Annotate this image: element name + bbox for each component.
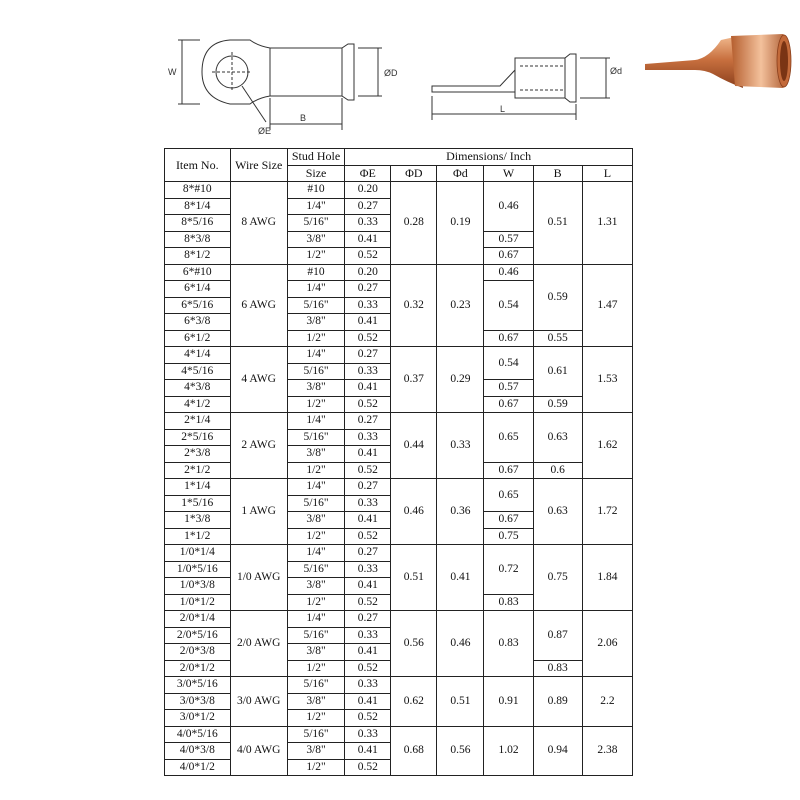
dim-e-cell: 0.27 (345, 611, 391, 628)
table-row (165, 611, 633, 628)
dim-b-cell: 0.63 (533, 479, 582, 545)
dim-b-cell: 0.51 (533, 182, 582, 265)
dim-e-cell: 0.27 (345, 413, 391, 430)
item-no-cell: 4/0*3/8 (165, 743, 231, 760)
dim-w-cell: 0.65 (484, 413, 533, 463)
dim-e-cell: 0.33 (345, 627, 391, 644)
dim-b-cell: 0.55 (533, 330, 582, 347)
dim-d-cell: 0.36 (437, 479, 484, 545)
lug-spec-table (164, 148, 633, 776)
item-no-cell: 1/0*1/2 (165, 594, 231, 611)
stud-size-cell: 5/16" (287, 677, 344, 694)
item-no-cell: 2/0*3/8 (165, 644, 231, 661)
stud-size-cell: 3/8" (287, 512, 344, 529)
dim-l-cell: 2.06 (582, 611, 632, 677)
stud-size-cell: 5/16" (287, 495, 344, 512)
stud-size-cell: 1/2" (287, 528, 344, 545)
dim-b-cell: 0.83 (533, 660, 582, 677)
stud-size-cell: 1/2" (287, 660, 344, 677)
dim-e-cell: 0.52 (345, 330, 391, 347)
dim-e-cell: 0.52 (345, 660, 391, 677)
dim-w-cell: 0.57 (484, 380, 533, 397)
dim-b-cell: 0.75 (533, 545, 582, 611)
dim-D-cell: 0.51 (391, 545, 437, 611)
stud-size-cell: 3/8" (287, 231, 344, 248)
dim-e-cell: 0.27 (345, 479, 391, 496)
dim-d-cell: 0.56 (437, 726, 484, 776)
wire-size-cell: 8 AWG (230, 182, 287, 265)
dim-label-e: ØE (258, 126, 272, 136)
dim-e-cell: 0.41 (345, 578, 391, 595)
dim-b-cell: 0.59 (533, 264, 582, 330)
dim-l-cell: 1.84 (582, 545, 632, 611)
dim-e-cell: 0.52 (345, 710, 391, 727)
item-no-cell: 2*1/4 (165, 413, 231, 430)
stud-size-cell: 1/4" (287, 281, 344, 298)
dim-e-cell: 0.41 (345, 380, 391, 397)
dim-e-cell: 0.52 (345, 396, 391, 413)
item-no-cell: 1*5/16 (165, 495, 231, 512)
dim-e-cell: 0.52 (345, 759, 391, 776)
dim-e-cell: 0.27 (345, 281, 391, 298)
header-item-no: Item No. (165, 149, 231, 182)
dim-d-cell: 0.23 (437, 264, 484, 347)
stud-size-cell: 3/8" (287, 380, 344, 397)
dim-w-cell: 0.91 (484, 677, 533, 727)
dim-label-w: W (168, 67, 177, 77)
dim-l-cell: 2.38 (582, 726, 632, 776)
lug-technical-drawing (160, 20, 630, 140)
item-no-cell: 4*1/2 (165, 396, 231, 413)
stud-size-cell: 1/2" (287, 710, 344, 727)
dim-b-cell: 0.94 (533, 726, 582, 776)
header-D: ΦD (391, 165, 437, 182)
item-no-cell: 8*5/16 (165, 215, 231, 232)
header-b: B (533, 165, 582, 182)
dim-D-cell: 0.32 (391, 264, 437, 347)
dim-label-b: B (300, 113, 307, 123)
item-no-cell: 1*1/2 (165, 528, 231, 545)
dim-e-cell: 0.41 (345, 231, 391, 248)
item-no-cell: 3/0*1/2 (165, 710, 231, 727)
dim-w-cell: 0.67 (484, 248, 533, 265)
dim-D-cell: 0.44 (391, 413, 437, 479)
dim-e-cell: 0.41 (345, 446, 391, 463)
dim-l-cell: 1.53 (582, 347, 632, 413)
item-no-cell: 1/0*1/4 (165, 545, 231, 562)
dim-D-cell: 0.28 (391, 182, 437, 265)
stud-size-cell: 5/16" (287, 429, 344, 446)
stud-size-cell: 1/4" (287, 413, 344, 430)
dim-e-cell: 0.52 (345, 462, 391, 479)
dim-e-cell: 0.20 (345, 264, 391, 281)
copper-lug-photo (643, 30, 793, 100)
stud-size-cell: 1/2" (287, 248, 344, 265)
item-no-cell: 6*3/8 (165, 314, 231, 331)
item-no-cell: 1/0*3/8 (165, 578, 231, 595)
dim-e-cell: 0.41 (345, 743, 391, 760)
table-row (165, 347, 633, 364)
table-row (165, 479, 633, 496)
dim-e-cell: 0.27 (345, 347, 391, 364)
item-no-cell: 1/0*5/16 (165, 561, 231, 578)
dim-e-cell: 0.33 (345, 429, 391, 446)
stud-size-cell: 5/16" (287, 726, 344, 743)
dim-b-cell: 0.87 (533, 611, 582, 661)
dim-e-cell: 0.33 (345, 726, 391, 743)
dim-b-cell: 0.61 (533, 347, 582, 397)
wire-size-cell: 2 AWG (230, 413, 287, 479)
table-row (165, 545, 633, 562)
header-w: W (484, 165, 533, 182)
stud-size-cell: 1/2" (287, 462, 344, 479)
wire-size-cell: 1 AWG (230, 479, 287, 545)
dim-label-d-small: Ød (610, 66, 623, 76)
dim-w-cell: 0.67 (484, 330, 533, 347)
table-row (165, 182, 633, 199)
table-row (165, 677, 633, 694)
header-e: ΦE (345, 165, 391, 182)
dim-e-cell: 0.41 (345, 512, 391, 529)
dim-w-cell: 0.46 (484, 182, 533, 232)
item-no-cell: 8*3/8 (165, 231, 231, 248)
table-row (165, 413, 633, 430)
dim-e-cell: 0.20 (345, 182, 391, 199)
dim-l-cell: 1.72 (582, 479, 632, 545)
dim-e-cell: 0.41 (345, 314, 391, 331)
stud-size-cell: 3/8" (287, 578, 344, 595)
item-no-cell: 6*1/2 (165, 330, 231, 347)
dim-w-cell: 0.57 (484, 231, 533, 248)
dim-w-cell: 0.75 (484, 528, 533, 545)
stud-size-cell: 1/2" (287, 759, 344, 776)
wire-size-cell: 1/0 AWG (230, 545, 287, 611)
item-no-cell: 4/0*5/16 (165, 726, 231, 743)
stud-size-cell: 3/8" (287, 693, 344, 710)
item-no-cell: 2*3/8 (165, 446, 231, 463)
item-no-cell: 2/0*1/2 (165, 660, 231, 677)
stud-size-cell: 5/16" (287, 561, 344, 578)
item-no-cell: 6*1/4 (165, 281, 231, 298)
stud-size-cell: 3/8" (287, 644, 344, 661)
dim-w-cell: 0.72 (484, 545, 533, 595)
dim-d-cell: 0.29 (437, 347, 484, 413)
dim-b-cell: 0.59 (533, 396, 582, 413)
dim-D-cell: 0.56 (391, 611, 437, 677)
wire-size-cell: 2/0 AWG (230, 611, 287, 677)
item-no-cell: 1*1/4 (165, 479, 231, 496)
stud-size-cell: 1/4" (287, 198, 344, 215)
dim-e-cell: 0.33 (345, 561, 391, 578)
item-no-cell: 8*#10 (165, 182, 231, 199)
dim-w-cell: 0.46 (484, 264, 533, 281)
dim-b-cell: 0.89 (533, 677, 582, 727)
header-wire-size: Wire Size (230, 149, 287, 182)
dim-d-cell: 0.41 (437, 545, 484, 611)
stud-size-cell: 1/2" (287, 396, 344, 413)
stud-size-cell: 1/2" (287, 330, 344, 347)
header-row-1 (165, 149, 633, 166)
stud-size-cell: 5/16" (287, 297, 344, 314)
stud-size-cell: 1/2" (287, 594, 344, 611)
dim-e-cell: 0.33 (345, 297, 391, 314)
dim-d-cell: 0.33 (437, 413, 484, 479)
stud-size-cell: 3/8" (287, 743, 344, 760)
wire-size-cell: 4 AWG (230, 347, 287, 413)
table-row (165, 726, 633, 743)
item-no-cell: 3/0*5/16 (165, 677, 231, 694)
dim-e-cell: 0.41 (345, 693, 391, 710)
stud-size-cell: #10 (287, 182, 344, 199)
dim-w-cell: 0.65 (484, 479, 533, 512)
dim-w-cell: 0.83 (484, 611, 533, 677)
dim-l-cell: 1.31 (582, 182, 632, 265)
item-no-cell: 2/0*1/4 (165, 611, 231, 628)
dim-d-cell: 0.19 (437, 182, 484, 265)
table-body (165, 182, 633, 776)
item-no-cell: 8*1/2 (165, 248, 231, 265)
stud-size-cell: 1/4" (287, 347, 344, 364)
header-stud-hole: Stud Hole (287, 149, 344, 166)
item-no-cell: 2*1/2 (165, 462, 231, 479)
dim-D-cell: 0.37 (391, 347, 437, 413)
dim-e-cell: 0.33 (345, 215, 391, 232)
wire-size-cell: 4/0 AWG (230, 726, 287, 776)
item-no-cell: 6*#10 (165, 264, 231, 281)
item-no-cell: 6*5/16 (165, 297, 231, 314)
dim-w-cell: 1.02 (484, 726, 533, 776)
dim-e-cell: 0.27 (345, 545, 391, 562)
dim-e-cell: 0.52 (345, 594, 391, 611)
dim-D-cell: 0.62 (391, 677, 437, 727)
dim-e-cell: 0.52 (345, 528, 391, 545)
item-no-cell: 4*3/8 (165, 380, 231, 397)
dim-l-cell: 2.2 (582, 677, 632, 727)
header-stud-size: Size (287, 165, 344, 182)
lug-side-view (432, 54, 610, 120)
dim-b-cell: 0.6 (533, 462, 582, 479)
stud-size-cell: 5/16" (287, 363, 344, 380)
dim-w-cell: 0.67 (484, 512, 533, 529)
dim-w-cell: 0.67 (484, 396, 533, 413)
dim-d-cell: 0.46 (437, 611, 484, 677)
stud-size-cell: 5/16" (287, 627, 344, 644)
item-no-cell: 4*1/4 (165, 347, 231, 364)
item-no-cell: 4*5/16 (165, 363, 231, 380)
header-dimensions: Dimensions/ Inch (345, 149, 633, 166)
stud-size-cell: 3/8" (287, 446, 344, 463)
dim-l-cell: 1.62 (582, 413, 632, 479)
dim-e-cell: 0.33 (345, 677, 391, 694)
item-no-cell: 4/0*1/2 (165, 759, 231, 776)
dim-label-l: L (500, 104, 506, 114)
dim-e-cell: 0.27 (345, 198, 391, 215)
dim-w-cell: 0.67 (484, 462, 533, 479)
stud-size-cell: #10 (287, 264, 344, 281)
dim-D-cell: 0.68 (391, 726, 437, 776)
header-d: Φd (437, 165, 484, 182)
item-no-cell: 1*3/8 (165, 512, 231, 529)
item-no-cell: 8*1/4 (165, 198, 231, 215)
lug-top-view (178, 40, 382, 130)
dim-label-d: ØD (384, 68, 398, 78)
dim-e-cell: 0.41 (345, 644, 391, 661)
item-no-cell: 2/0*5/16 (165, 627, 231, 644)
dim-w-cell: 0.83 (484, 594, 533, 611)
dim-e-cell: 0.33 (345, 363, 391, 380)
dim-e-cell: 0.33 (345, 495, 391, 512)
stud-size-cell: 1/4" (287, 479, 344, 496)
wire-size-cell: 3/0 AWG (230, 677, 287, 727)
stud-size-cell: 1/4" (287, 545, 344, 562)
dim-d-cell: 0.51 (437, 677, 484, 727)
item-no-cell: 2*5/16 (165, 429, 231, 446)
dim-D-cell: 0.46 (391, 479, 437, 545)
dim-l-cell: 1.47 (582, 264, 632, 347)
wire-size-cell: 6 AWG (230, 264, 287, 347)
header-l: L (582, 165, 632, 182)
item-no-cell: 3/0*3/8 (165, 693, 231, 710)
dim-b-cell: 0.63 (533, 413, 582, 463)
stud-size-cell: 3/8" (287, 314, 344, 331)
table-row (165, 264, 633, 281)
stud-size-cell: 1/4" (287, 611, 344, 628)
dim-e-cell: 0.52 (345, 248, 391, 265)
dim-w-cell: 0.54 (484, 347, 533, 380)
dim-w-cell: 0.54 (484, 281, 533, 331)
stud-size-cell: 5/16" (287, 215, 344, 232)
